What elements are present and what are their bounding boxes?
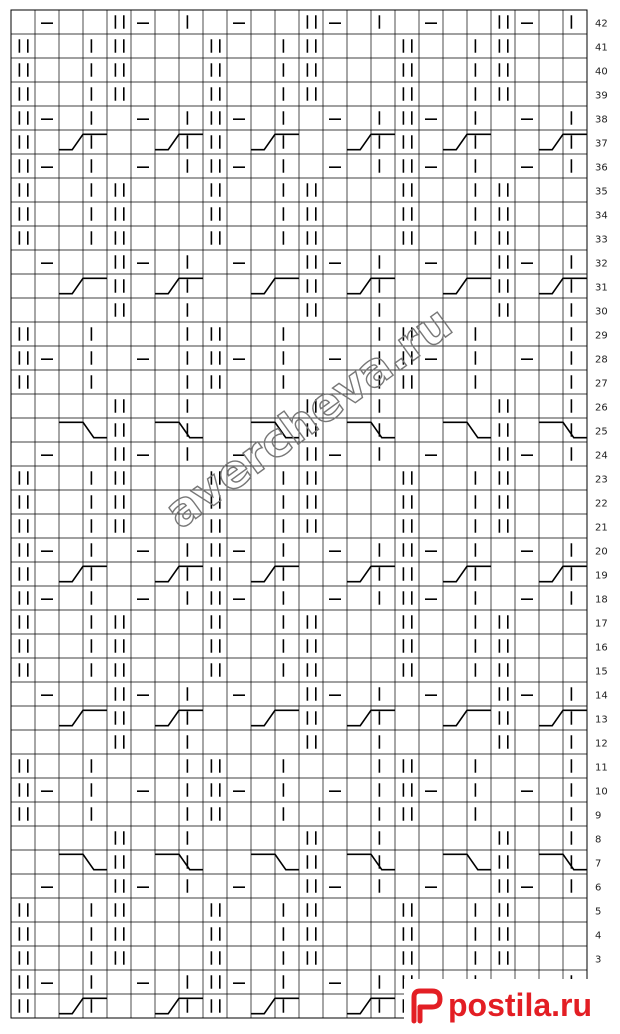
row-number: 30 (595, 306, 608, 318)
row-number: 18 (595, 594, 608, 606)
row-number: 24 (595, 450, 608, 462)
watermark-text: avercheva.ru (154, 295, 462, 539)
row-number: 15 (595, 666, 608, 678)
row-number: 17 (595, 618, 608, 630)
row-number: 21 (595, 522, 608, 534)
row-number: 4 (595, 930, 602, 942)
row-number: 37 (595, 138, 608, 150)
row-number: 8 (595, 834, 602, 846)
row-number: 25 (595, 426, 608, 438)
row-number: 10 (595, 786, 608, 798)
row-number: 33 (595, 234, 608, 246)
row-number: 32 (595, 258, 608, 270)
row-number: 41 (595, 42, 608, 54)
row-number: 38 (595, 114, 608, 126)
row-number: 22 (595, 498, 608, 510)
row-number: 13 (595, 714, 608, 726)
logo-text: postila.ru (448, 987, 593, 1023)
row-number: 12 (595, 738, 608, 750)
row-number: 28 (595, 354, 608, 366)
row-number: 9 (595, 810, 602, 822)
row-number: 31 (595, 282, 608, 294)
row-number: 6 (595, 882, 602, 894)
row-number: 16 (595, 642, 608, 654)
row-number: 40 (595, 66, 608, 78)
row-number: 11 (595, 762, 608, 774)
row-number: 29 (595, 330, 608, 342)
row-number: 35 (595, 186, 608, 198)
row-number: 36 (595, 162, 608, 174)
row-number: 39 (595, 90, 608, 102)
row-number: 3 (595, 954, 602, 966)
row-number-labels (595, 18, 608, 1013)
row-number: 7 (595, 858, 602, 870)
row-number: 34 (595, 210, 608, 222)
row-number: 42 (595, 18, 608, 30)
row-number: 19 (595, 570, 608, 582)
row-number: 23 (595, 474, 608, 486)
postila-logo (404, 979, 614, 1029)
row-number: 20 (595, 546, 608, 558)
row-number: 5 (595, 906, 602, 918)
row-number: 26 (595, 402, 608, 414)
row-number: 14 (595, 690, 608, 702)
postila-logo-image (404, 979, 614, 1029)
row-number: 27 (595, 378, 608, 390)
